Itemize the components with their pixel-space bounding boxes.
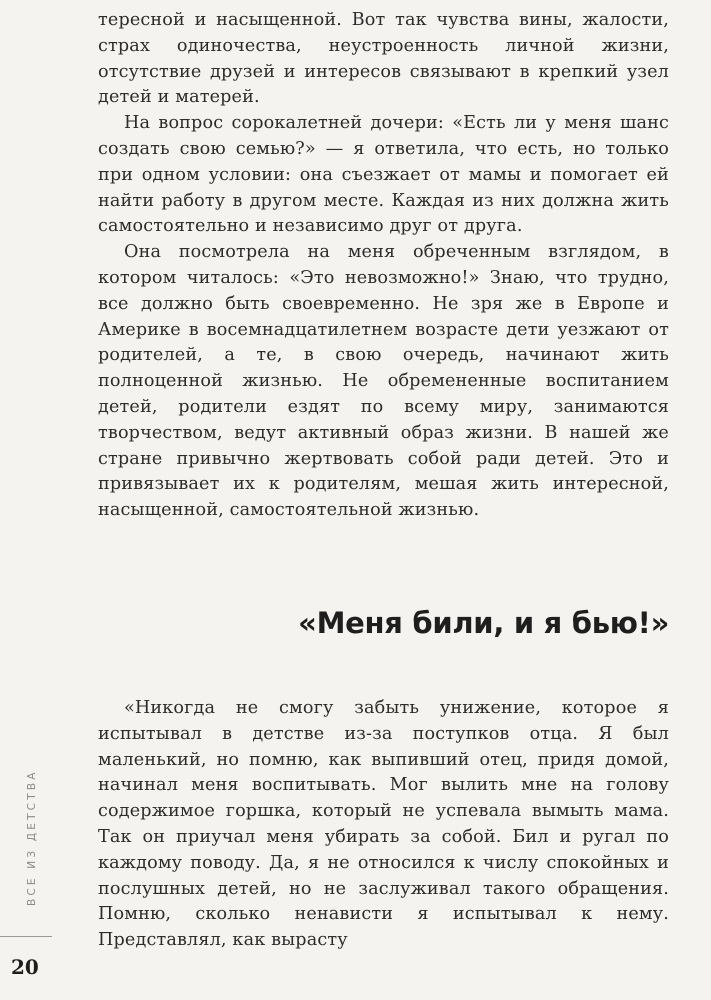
chapter-title: «Меня били, и я бью!» (298, 606, 669, 640)
paragraph-daughter-question: На вопрос сорокалетней дочери: «Есть ли у меня шанс создать свою семью?» — я ответила, что есть, но только при одном условии: она съезжает от мамы и помогает ей найти работу в другом месте. Каждая из них должна жить самостоятельно и независимо друг от друга. (98, 113, 669, 237)
running-head: ВСЕ ИЗ ДЕТСТВА (26, 769, 38, 906)
paragraph-quote-start: «Никогда не смогу забыть унижение, которое я испытывал в детстве из-за поступков отца. Я был маленький, но помню, как выпивший отец, придя домой, начинал меня воспитывать. Мог вылить мне на голову содержимое горшка, который не успевала вымыть мама. Так он приучал меня убирать за собой. Бил и ругал по каждому поводу. Да, я не относился к числу спокойных и послушных детей, но не заслуживал такого обращения. Помню, сколько ненависти я испытывал к нему. Представлял, как вырасту (98, 698, 669, 951)
margin-divider (0, 936, 52, 937)
top-text-block (98, 8, 669, 524)
bottom-text-block (98, 696, 669, 954)
paragraph-continuation: тересной и насыщенной. Вот так чувства вины, жалости, страх одиночества, неустроенность личной жизни, отсутствие друзей и интересов связывают в крепкий узел детей и матерей. (98, 10, 669, 108)
page-number: 20 (11, 955, 39, 979)
paragraph-impossible: Она посмотрела на меня обреченным взглядом, в котором читалось: «Это невозможно!» Знаю, что трудно, все должно быть своевременно. Не зря же в Европе и Америке в восемнадцатилетнем возрасте дети уезжают от родителей, а те, в свою очередь, начинают жить полноценной жизнью. Не обремененные воспитанием детей, родители ездят по всему миру, занимаются творчеством, ведут активный образ жизни. В нашей же стране привычно жертвовать собой ради детей. Это и привязывает их к родителям, мешая жить интересной, насыщенной, самостоятельной жизнью. (98, 242, 669, 521)
